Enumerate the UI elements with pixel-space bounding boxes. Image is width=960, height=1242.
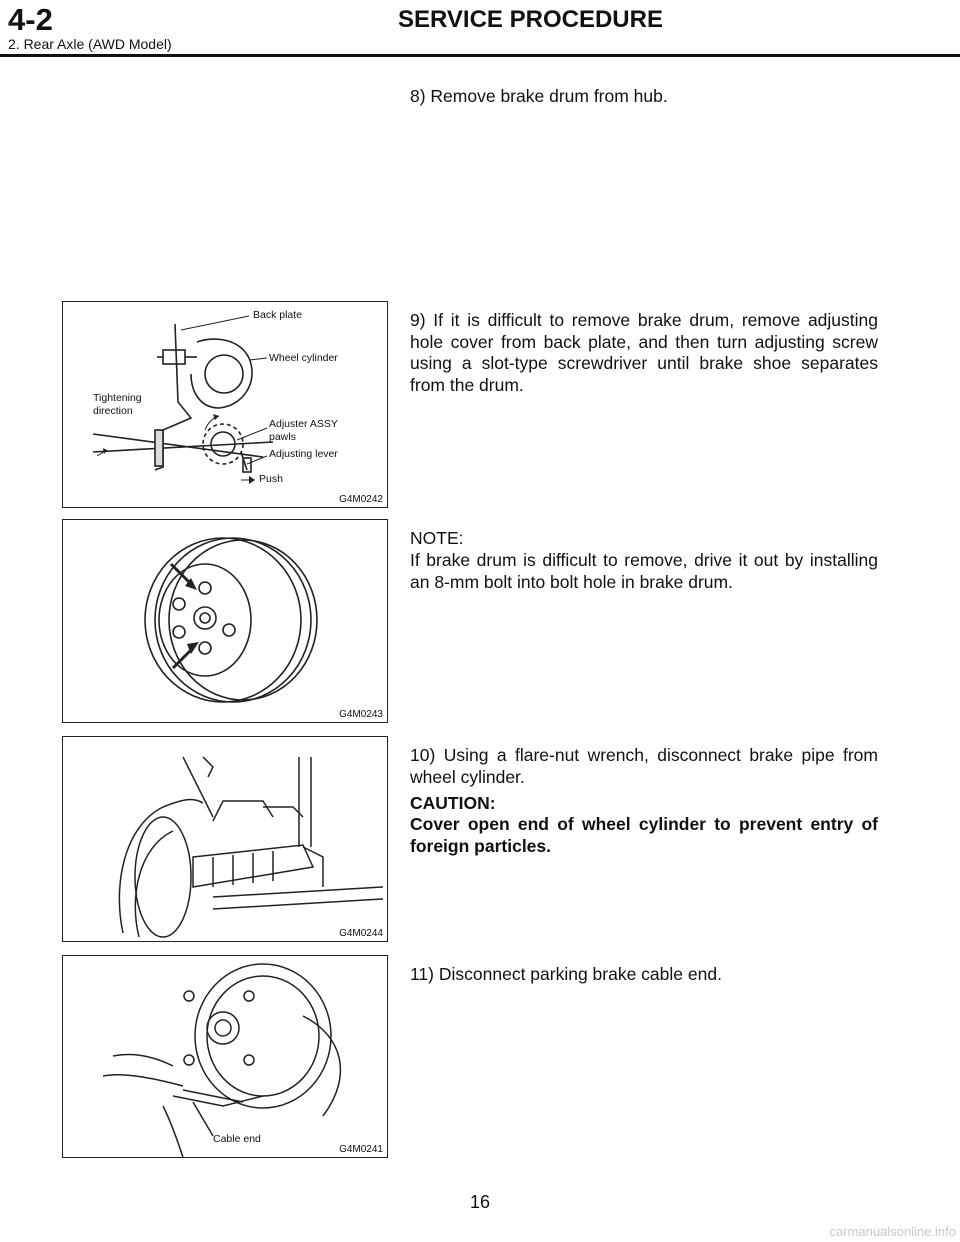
figure-adjuster-diagram — [62, 301, 388, 508]
figure-code-1: G4M0242 — [339, 494, 383, 505]
figure-code-4: G4M0241 — [339, 1144, 383, 1155]
label-pawls: pawls — [269, 431, 296, 443]
page-title: SERVICE PROCEDURE — [398, 6, 663, 33]
label-adjusting-lever: Adjusting lever — [269, 448, 338, 460]
step-10-text: 10) Using a flare-nut wrench, disconnect brake pipe from wheel cylinder. — [410, 745, 878, 787]
figure-code-2: G4M0243 — [339, 709, 383, 720]
label-adjuster-assy: Adjuster ASSY — [269, 418, 338, 430]
step-8-text: 8) Remove brake drum from hub. — [410, 86, 668, 106]
section-code: 4-2 — [8, 2, 53, 37]
label-push: Push — [259, 473, 283, 485]
header-rule — [0, 54, 960, 57]
figure-flare-nut-wrench — [62, 736, 388, 942]
step-11-text: 11) Disconnect parking brake cable end. — [410, 964, 722, 984]
section-subtitle: 2. Rear Axle (AWD Model) — [8, 36, 172, 52]
brake-drum-drawing — [63, 520, 387, 722]
label-wheel-cylinder: Wheel cylinder — [269, 352, 338, 364]
label-direction: direction — [93, 405, 133, 417]
label-back-plate: Back plate — [253, 309, 303, 321]
watermark: carmanualsonline.info — [829, 1224, 956, 1239]
note-heading: NOTE: — [410, 528, 464, 548]
caution-text: Cover open end of wheel cylinder to prevent entry of foreign particles. — [410, 814, 878, 856]
label-cable-end: Cable end — [213, 1133, 261, 1145]
step-9-text: 9) If it is difficult to remove brake drum, remove adjusting hole cover from back plate, and then turn adjusting screw using a slot-type screwdriver until brake shoe separates from the drum. — [410, 310, 878, 395]
flare-nut-wrench-drawing — [63, 737, 387, 941]
figure-code-3: G4M0244 — [339, 928, 383, 939]
note-text: If brake drum is difficult to remove, drive it out by installing an 8-mm bolt into bolt hole in brake drum. — [410, 550, 878, 592]
label-tightening: Tightening — [93, 392, 142, 404]
caution-heading: CAUTION: — [410, 793, 496, 813]
page-number: 16 — [469, 1192, 491, 1212]
figure-parking-brake-cable — [62, 955, 388, 1158]
figure-brake-drum — [62, 519, 388, 723]
parking-brake-cable-drawing — [63, 956, 387, 1157]
